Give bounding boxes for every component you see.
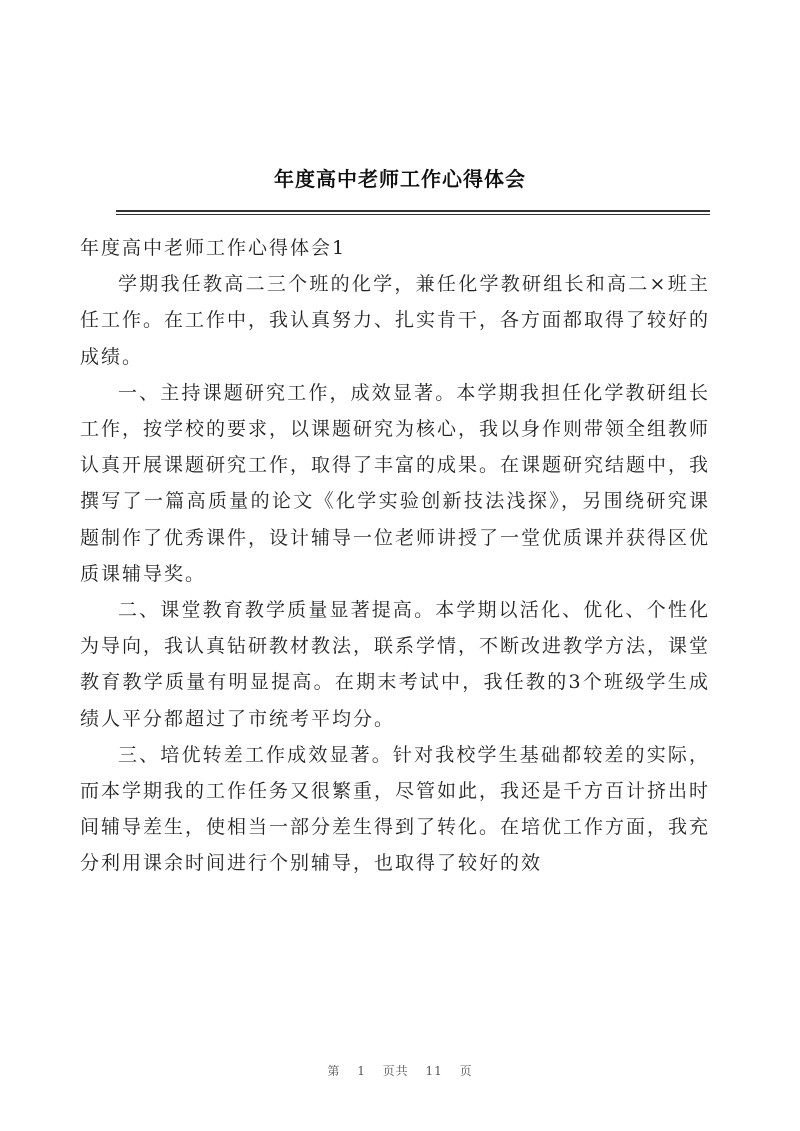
title-underline-thick xyxy=(116,210,710,212)
section-heading: 年度高中老师工作心得体会1 xyxy=(80,237,347,259)
title-underline-thin xyxy=(116,214,710,215)
document-title: 年度高中老师工作心得体会 xyxy=(274,167,526,191)
paragraph-tutoring: 三、培优转差工作成效显著。针对我校学生基础都较差的实际，而本学期我的工作任务又很繁重，尽管如此，我还是千方百计挤出时间辅导差生，使相当一部分差生得到了转化。在培优工作方面，我充分利用课余时间进行个别辅导，也取得了较好的效 xyxy=(80,743,711,875)
footer-page-number: 1 xyxy=(357,1064,366,1078)
paragraph-research: 一、主持课题研究工作，成效显著。本学期我担任化学教研组长工作，按学校的要求，以课题研究为核心，我以身作则带领全组教师认真开展课题研究工作，取得了丰富的成果。在课题研究结题中，我撰写了一篇高质量的论文《化学实验创新技法浅探》，另围绕研究课题制作了优秀课件，设计辅导一位老师讲授了一堂优质课并获得区优质课辅导奖。 xyxy=(80,381,711,585)
footer-of-label: 页共 xyxy=(382,1064,409,1078)
paragraph-intro: 学期我任教高二三个班的化学，兼任化学教研组长和高二×班主任工作。在工作中，我认真努力、扎实肯干，各方面都取得了较好的成绩。 xyxy=(80,273,711,368)
footer-page-label: 第 xyxy=(327,1064,341,1078)
footer-page-suffix: 页 xyxy=(459,1064,473,1078)
document-body xyxy=(80,230,710,882)
page-footer xyxy=(0,1062,800,1079)
paragraph-teaching-quality: 二、课堂教育教学质量显著提高。本学期以活化、优化、个性化为导向，我认真钻研教材教法，联系学情，不断改进教学方法，课堂教育教学质量有明显提高。在期末考试中，我任教的3个班级学生成绩人平分都超过了市统考平均分。 xyxy=(80,599,711,730)
footer-total-pages: 11 xyxy=(425,1064,443,1078)
